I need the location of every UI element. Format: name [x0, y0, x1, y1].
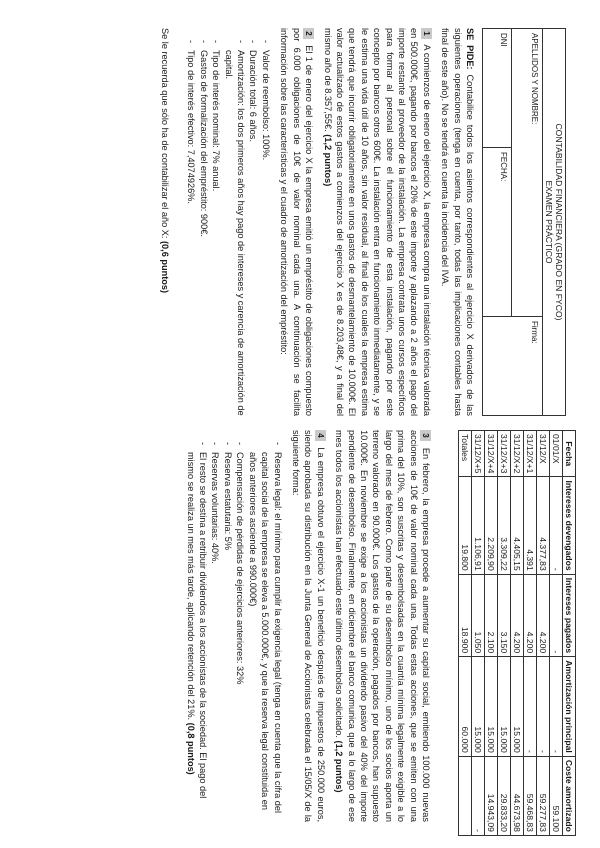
right-column: [178, 430, 600, 832]
exercise-2-points: (0,6 puntos): [160, 241, 171, 294]
exam-type: EXAMEN PRÁCTICO: [544, 180, 554, 264]
list-item: - Tipo de interés efectivo: 7,4074926%.: [185, 40, 197, 416]
table-cell: 1.106,91: [472, 477, 485, 574]
table-cell: 4.391: [524, 477, 537, 574]
exercise-1: [321, 28, 433, 416]
table-row: [537, 431, 550, 836]
table-cell: 15.000: [498, 657, 511, 757]
table-row: [524, 431, 537, 836]
list-item: - Gastos de formalización del empréstito: 900€.: [197, 40, 209, 416]
instructions-prefix: SE PIDE:: [465, 28, 475, 70]
date-cell: [483, 148, 512, 317]
table-cell: 4.405,15: [511, 477, 524, 574]
exercise-2: [278, 28, 315, 416]
table-cell: 4.377,83: [537, 477, 550, 574]
col-header-intereses-devengados: Intereses devengados: [563, 477, 576, 574]
table-cell: 59.277,83: [537, 756, 550, 835]
table-cell: 31/12/X: [537, 431, 550, 477]
table-cell: 31/12/X+2: [511, 431, 524, 477]
table-cell: 60.000: [459, 657, 472, 757]
table-cell: 2.209,90: [485, 477, 498, 574]
list-item: [184, 442, 209, 822]
table-cell: 29.833,20: [498, 756, 511, 835]
exercise-2-text: El 1 de enero del ejercicio X la empresa emitió un empréstito de obligaciones compuesto por 6.000 obligaciones de 10€ de valor nominal cada una. A continuación se facilita información sobre las características y el cuadro de amortización del empréstito:: [279, 28, 315, 416]
table-cell: 2.100: [485, 574, 498, 656]
table-cell: 4.200: [537, 574, 550, 656]
list-item: - Compensación de pérdidas de ejercicios anteriores: 32%: [234, 442, 246, 822]
table-cell: 31/12/X+5: [472, 431, 485, 477]
exercise-4-text: La empresa obtuvo el ejercicio X-1 un beneficio después de impuestos de 250.000 euros, siendo aprobada su distribución en la Junta General de Accionistas celebrada el 15/05/X de la siguiente forma:: [290, 430, 326, 822]
table-cell: 19.800: [459, 477, 472, 574]
table-cell: -: [550, 574, 563, 656]
surname-name-label: APELLIDOS Y NOMBRE:: [530, 33, 539, 125]
exercise-4-points: (0,8 puntos): [185, 722, 196, 775]
exercise-4-distribution: [184, 430, 283, 822]
exercise-2-note-text: Se le recuerda que sólo ha de contabilizar el año X:: [160, 28, 171, 239]
exam-title-cell: [543, 29, 566, 416]
dni-cell: [483, 29, 512, 148]
table-cell: 15.000: [511, 657, 524, 757]
name-cell: [512, 29, 543, 317]
exercise-3-text: En febrero, la empresa procede a aumentar su capital social, emitiendo 100.000 nuevas acciones de 10€ de valor nominal cada una. Todas estas acciones, que se emiten con una prima del 10%, son suscritas y desembolsadas en la cuantía mínima legalmente exigible a lo largo del mes de febrero. Como parte de su desembolso mínimo, uno de los socios aporta un terreno valorado en 90.000€. Los gastos de la operación, pagados por bancos, han supuesto 10.000€. En noviembre se exige a los accionistas un dividendo pasivo del 40% del importe pendiente de desembolso. Finalmente, en diciembre el banco comunica que a lo largo de ese mes todos los accionistas han efectuado este último desembolso solicitado.: [334, 430, 431, 822]
table-row: [511, 431, 524, 836]
signature-cell: [483, 317, 543, 416]
list-item: - Amortización: los dos primeros años hay pago de intereses y carencia de amortización de capital.: [222, 40, 247, 416]
list-item: - Tipo de interés nominal: 7% anual.: [210, 40, 222, 416]
table-row: [459, 431, 472, 836]
list-item: - Reservas voluntarias: 40%.: [209, 442, 221, 822]
exercise-3-points: (1,2 puntos): [334, 740, 345, 793]
exercise-1-points: (1,2 puntos): [322, 134, 333, 187]
table-cell: 1.050: [472, 574, 485, 656]
list-item: - Reserva estatutaria: 5%: [222, 442, 234, 822]
table-cell: 44.673,98: [511, 756, 524, 835]
table-header-row: [563, 431, 576, 836]
exercise-4: [290, 430, 327, 822]
table-cell: -: [550, 477, 563, 574]
table-cell: 3.309,22: [498, 477, 511, 574]
table-cell: 15.000: [485, 657, 498, 757]
list-item: - Reserva legal: el mínimo para cumplir la exigencia legal (tenga en cuenta que la cifra del capital social de la empresa se eleva a 5.000.000€, y que la reserva legal constituida en años anteriores asciende a 990.000€): [246, 442, 283, 822]
table-cell: 31/12/X+4: [485, 431, 498, 477]
table-cell: -: [524, 657, 537, 757]
table-cell: 4.200: [511, 574, 524, 656]
table-cell: 31/12/X+3: [498, 431, 511, 477]
table-cell: -: [550, 657, 563, 757]
instructions: [439, 28, 476, 416]
table-cell: 01/01/X: [550, 431, 563, 477]
table-row: [472, 431, 485, 836]
col-header-amortizacion-principal: Amortización principal: [563, 657, 576, 757]
table-cell: -: [537, 657, 550, 757]
list-item: - Duración total: 6 años.: [247, 40, 259, 416]
exercise-1-text: A comienzos de enero del ejercicio X, la empresa compra una instalación técnica valorada en 500.000€, pagando por bancos el 20% de este importe y aplazando a 2 años el pago del importe restante al proveedor de la instalación. La empresa contrata unos cursos específicos para formar al personal sobre el funcionamiento de esta instalación, pagando por este concepto por bancos otros 600€. La instalación entra en funcionamiento inmediatamente, y se le estima una vida útil de 10 años, sin valor residual, al final de los cuales la empresa estima que tendrá que incurrir obligatoriamente en unos gastos de desmantelamiento de 10.000€. El valor actualizado de estos gastos a comienzos del ejercicio X es de 8.203,48€, y a final del mismo año de 8.357,55€.: [322, 28, 432, 417]
table-cell: 18.900: [459, 574, 472, 656]
exercise-1-number: 1: [421, 28, 432, 39]
exercise-2-note: [159, 28, 171, 416]
table-cell: 14.943,09: [485, 756, 498, 835]
table-row: [485, 431, 498, 836]
table-cell: 31/12/X+1: [524, 431, 537, 477]
table-cell: 59.100: [550, 756, 563, 835]
exercise-2-number: 2: [303, 28, 314, 39]
firma-label: Firma:: [530, 321, 539, 344]
table-row: [550, 431, 563, 836]
exercise-3: [333, 430, 432, 822]
table-cell: Totales: [459, 431, 472, 477]
amortization-table: [458, 430, 576, 836]
exercise-3-number: 3: [420, 430, 431, 441]
col-header-intereses-pagados: Intereses pagados: [563, 574, 576, 656]
list-item: - Valor de reembolso: 100%.: [260, 40, 272, 416]
course-title: CONTABILIDAD FINANCIERA (GRADO EN FYCO): [554, 123, 564, 321]
exam-header-table: [482, 28, 566, 416]
table-cell: 15.000: [472, 657, 485, 757]
col-header-coste-amortizado: Coste amortizado: [563, 756, 576, 835]
table-cell: [459, 756, 472, 835]
instructions-text: Contabilice todos los asientos correspondientes al ejercicio X derivados de las siguientes operaciones (tenga en cuenta, por tanto, todas las implicaciones contables hasta final de este año). No se tendrá en cuenta la incidencia del IVA.: [440, 28, 475, 416]
table-cell: 3.150: [498, 574, 511, 656]
table-cell: -: [472, 756, 485, 835]
exercise-4-last-item: El resto se destina a retribuir dividendos a los accionistas de la sociedad. El pago del mismo se realiza un mes más tarde, aplicando retención del 21%.: [185, 452, 209, 799]
left-column: [153, 28, 600, 416]
exercise-4-number: 4: [315, 430, 326, 441]
exercise-2-characteristics: [185, 28, 272, 416]
table-cell: 59.468,83: [524, 756, 537, 835]
dni-label: DNI: [499, 33, 508, 47]
fecha-label: FECHA:: [499, 152, 508, 182]
table-cell: 4.200: [524, 574, 537, 656]
table-row: [498, 431, 511, 836]
col-header-fecha: Fecha: [563, 431, 576, 477]
